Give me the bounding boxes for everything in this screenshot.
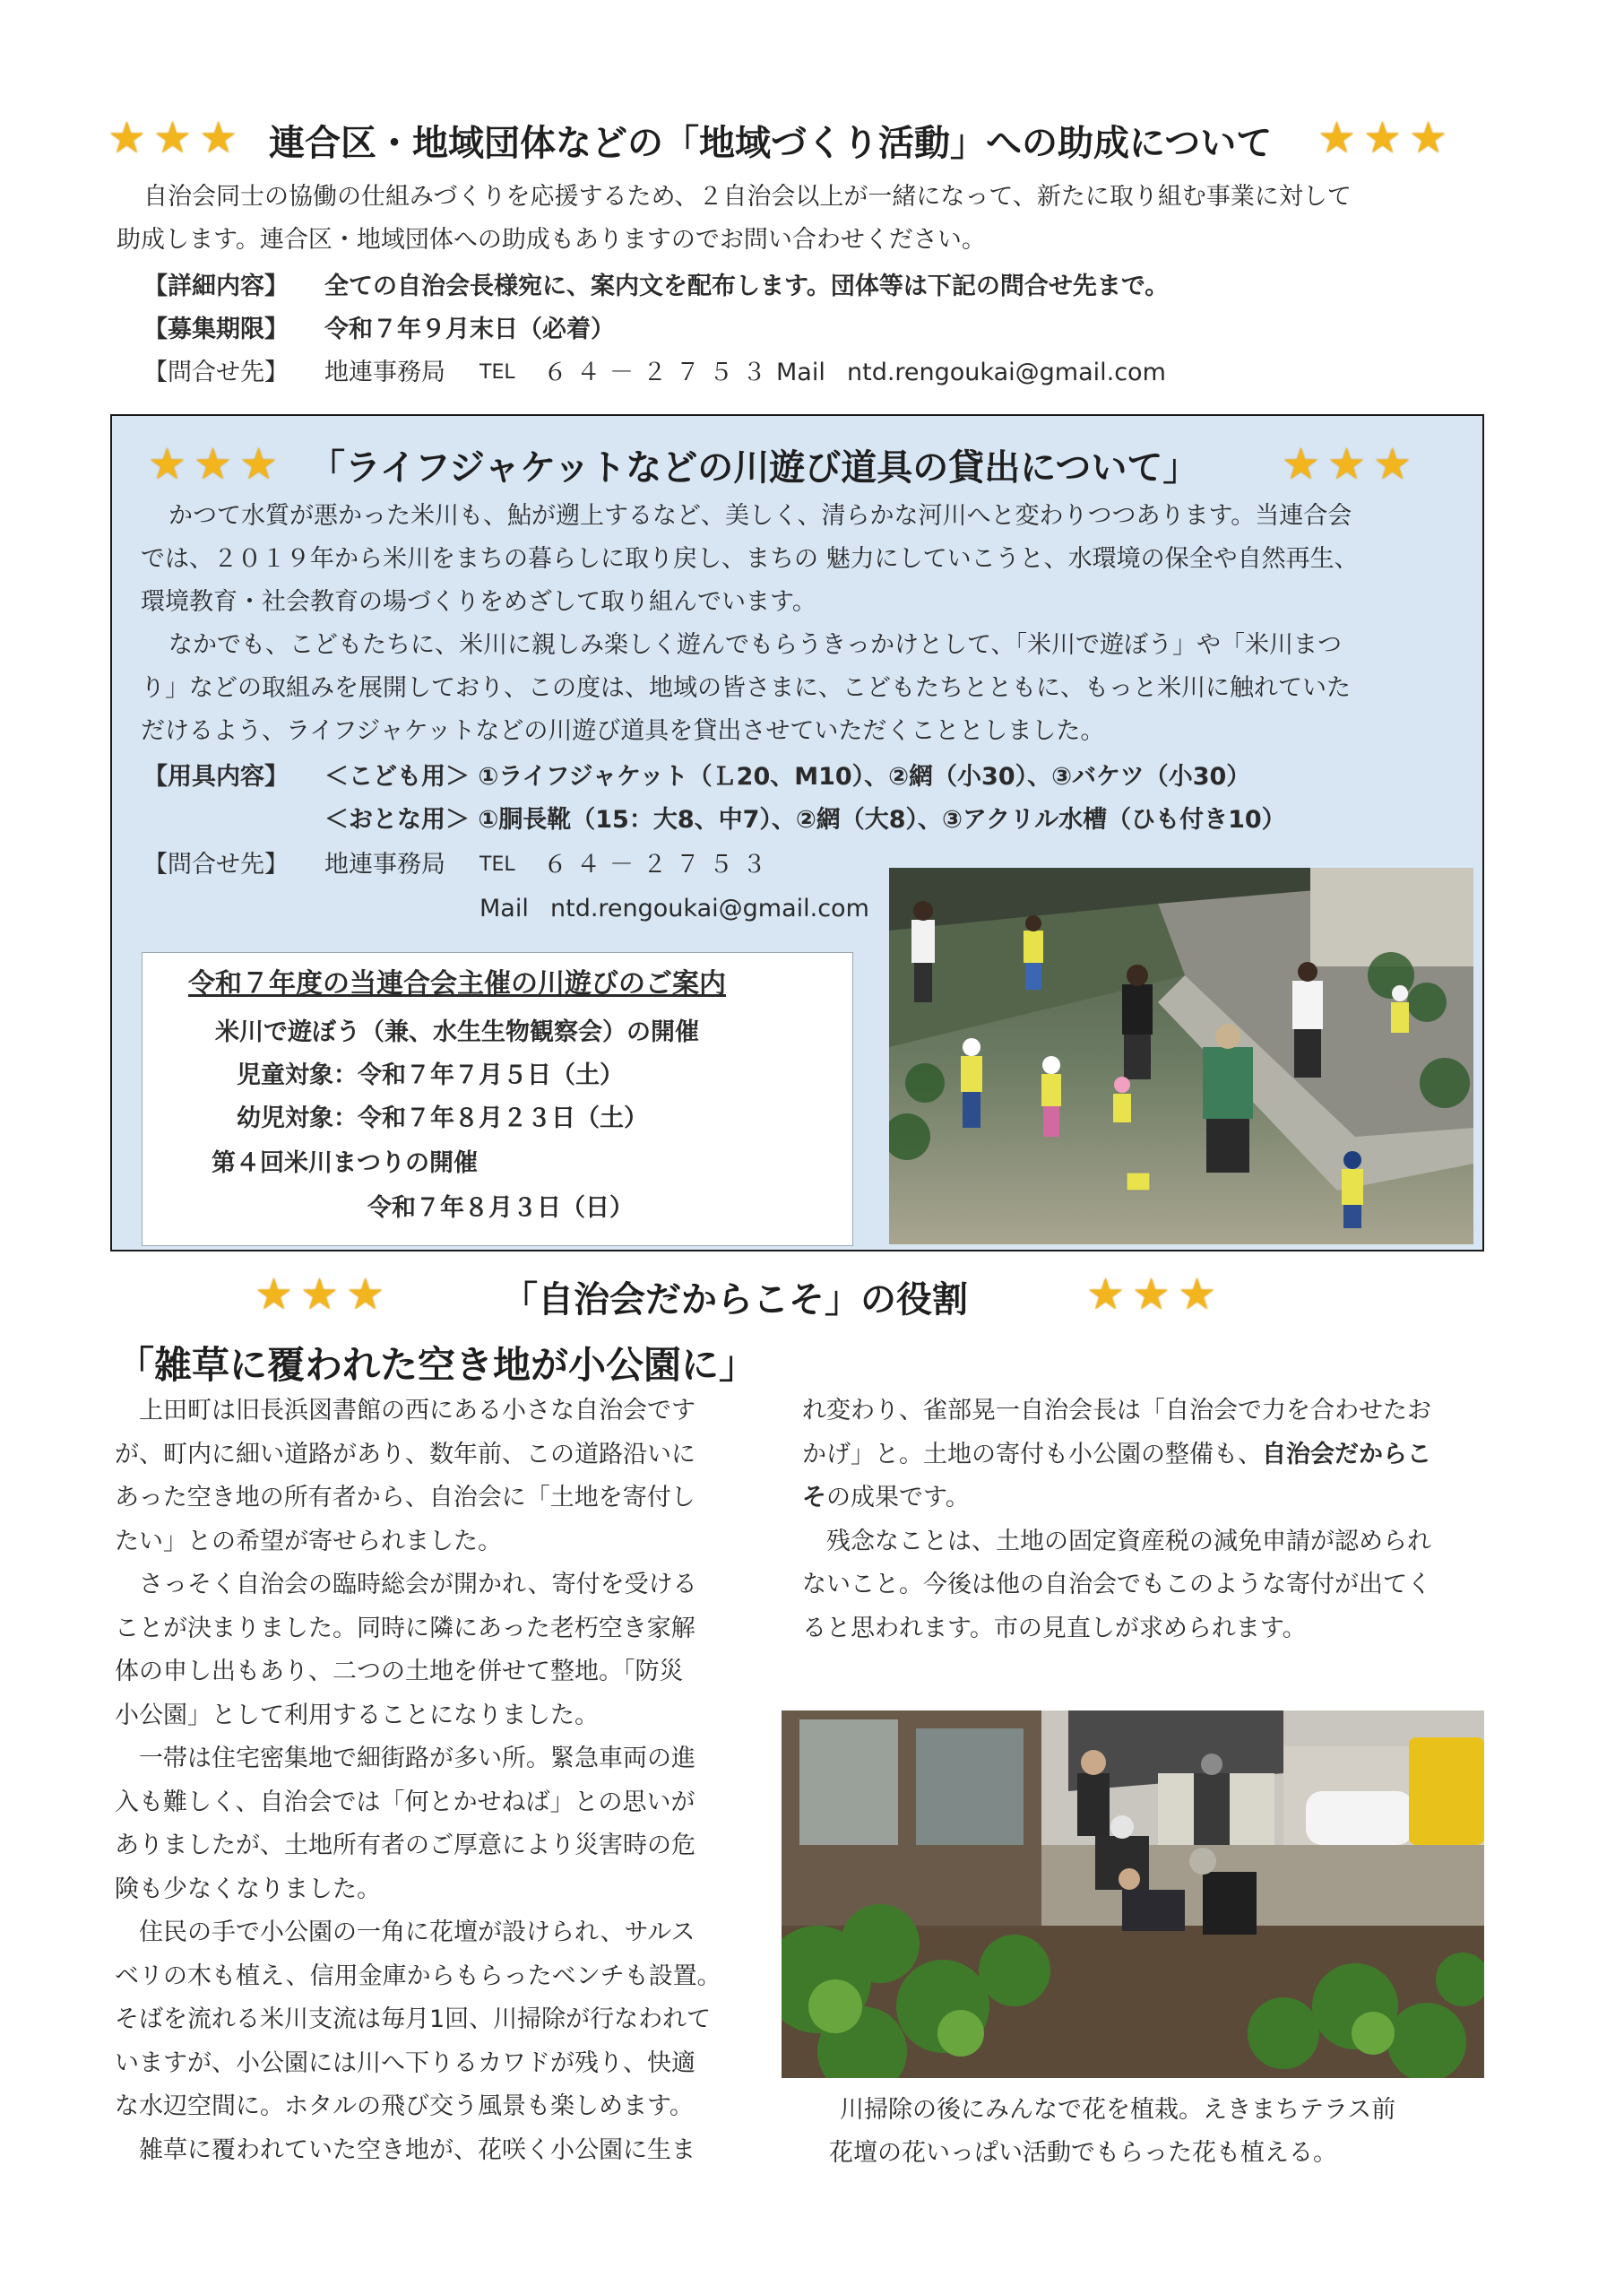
- section3-title: 「自治会だからこそ」の役割: [502, 1279, 968, 1321]
- article-line: あった空き地の所有者から、自治会に「土地を寄付し: [115, 1484, 695, 1511]
- notice-line2: 児童対象：令和７年７月５日（土）: [237, 1061, 624, 1089]
- section1-mail-link[interactable]: ntd.rengoukai@gmail.com: [847, 359, 1166, 386]
- river-children-photo: [889, 868, 1473, 1244]
- section1-detail-label: 【詳細内容】: [143, 273, 289, 300]
- section1-tel: ６４－２７５３: [543, 359, 775, 386]
- article-line: 小公園」として利用することになりました。: [115, 1701, 599, 1729]
- star-icon: ★: [1178, 1269, 1217, 1320]
- section3-subtitle: 「雑草に覆われた空き地が小公園に」: [117, 1343, 757, 1387]
- star-icon: ★: [199, 113, 238, 163]
- star-icon: ★: [1132, 1269, 1171, 1320]
- section2-body-line6: だけるよう、ライフジャケットなどの川遊び道具を貸出させていただくこととしました。: [141, 717, 1105, 745]
- article-line: が、町内に細い道路があり、数年前、この道路沿いに: [115, 1440, 695, 1468]
- section2-mail-link[interactable]: ntd.rengoukai@gmail.com: [550, 895, 869, 922]
- section2-body-line4: なかでも、こどもたちに、米川に親しみ楽しく遊んでもらうきっかけとして、「米川で遊ぼう」や「米川まつ: [168, 631, 1342, 659]
- article-line: 住民の手で小公園の一角に花壇が設けられ、サルス: [115, 1918, 695, 1946]
- section1-body-line2: 助成します。連合区・地域団体への助成もありますのでお問い合わせください。: [117, 226, 986, 254]
- star-icon: ★: [1409, 113, 1448, 163]
- article-line: 残念なことは、土地の固定資産税の減免申請が認められ: [802, 1527, 1431, 1555]
- river-photo-illustration: [889, 868, 1473, 1244]
- notice-line1: 米川で遊ぼう（兼、水生生物観察会）の開催: [215, 1018, 699, 1046]
- article-right-column: [802, 1390, 1483, 1650]
- notice-line5: 令和７年８月３日（日）: [367, 1194, 634, 1222]
- section1-stars-left: [108, 113, 245, 163]
- star-icon: ★: [346, 1269, 385, 1320]
- article-emphasis: そ: [802, 1484, 826, 1511]
- star-icon: ★: [1317, 113, 1357, 163]
- section2-body-line2: では、２０１９年から米川をまちの暮らしに取り戻し、まちの 魅力にしていこうと、水環境の保全や自然再生、: [141, 545, 1359, 573]
- article-line: [802, 1433, 1483, 1477]
- article-line: さっそく自治会の臨時総会が開かれ、寄付を受ける: [115, 1571, 697, 1598]
- notice-line4: 第４回米川まつりの開催: [212, 1149, 478, 1177]
- article-line: れ変わり、雀部晃一自治会長は「自治会で力を合わせたお: [802, 1397, 1431, 1425]
- section3-stars-right: [1086, 1269, 1223, 1320]
- star-icon: ★: [1086, 1269, 1126, 1320]
- article-line: ると思われます。市の見直しが求められます。: [802, 1614, 1307, 1642]
- section1-deadline-text: 令和７年９月末日（必着）: [324, 316, 615, 343]
- article-line: 体の申し出もあり、二つの土地を併せて整地。「防災: [115, 1658, 684, 1685]
- section1-stars-right: [1317, 113, 1455, 163]
- star-icon: ★: [1373, 439, 1412, 489]
- star-icon: ★: [194, 439, 233, 489]
- star-icon: ★: [239, 439, 279, 489]
- section1-tel-label: TEL: [479, 361, 515, 384]
- flower-planting-photo: [782, 1710, 1484, 2078]
- article-text: かげ」と。土地の寄付も小公園の整備も、: [802, 1440, 1262, 1468]
- section2-equip-label: 【用具内容】: [143, 763, 289, 791]
- section3-stars-left: [255, 1269, 392, 1320]
- article-line: いますが、小公園には川へ下りるカワドが残り、快適: [115, 2048, 695, 2077]
- star-icon: ★: [108, 113, 147, 163]
- article-line: ことが決まりました。同時に隣にあった老朽空き家解: [115, 1614, 695, 1642]
- section2-equip-child: ＜こども用＞ ①ライフジャケット（Ｌ20、M10）、②網（小30）、③バケツ（小30）: [324, 763, 1251, 791]
- section1-body-line1: 自治会同士の協働の仕組みづくりを応援するため、２自治会以上が一緒になって、新たに取り組む事業に対して: [143, 183, 1352, 211]
- section2-title: 「ライフジャケットなどの川遊び道具の貸出について」: [309, 447, 1199, 489]
- section2-equip-adult: ＜おとな用＞ ①胴長靴（15：大8、中7）、②網（大8）、③アクリル水槽（ひも付き10）: [324, 806, 1286, 834]
- star-icon: ★: [148, 439, 187, 489]
- section1-contact-label: 【問合せ先】: [143, 359, 289, 386]
- article-line: ありましたが、土地所有者のご厚意により災害時の危: [115, 1832, 695, 1859]
- photo-caption-line2: 花壇の花いっぱい活動でもらった花も植える。: [829, 2139, 1337, 2167]
- star-icon: ★: [1363, 113, 1403, 163]
- section1-contact-office: 地連事務局: [324, 359, 445, 386]
- section1-mail-label: Mail: [776, 359, 825, 386]
- section2-mail-label: Mail: [479, 895, 529, 922]
- section2-body-line1: かつて水質が悪かった米川も、鮎が遡上するなど、美しく、清らかな河川へと変わりつつあります。当連合会: [168, 502, 1352, 530]
- section2-contact-label: 【問合せ先】: [143, 851, 289, 879]
- article-line: たい」との希望が寄せられました。: [115, 1527, 502, 1555]
- photo-caption-line1: 川掃除の後にみんなで花を植栽。えきまちテラス前: [816, 2096, 1396, 2124]
- article-line: 上田町は旧長浜図書館の西にある小さな自治会です: [115, 1397, 695, 1425]
- section1-title: 連合区・地域団体などの「地域づくり活動」への助成について: [269, 123, 1273, 164]
- star-icon: ★: [300, 1269, 340, 1320]
- notice-title: 令和７年度の当連合会主催の川遊びのご案内: [188, 968, 726, 1000]
- article-line: ないこと。今後は他の自治会でもこのような寄付が出てく: [802, 1571, 1431, 1598]
- notice-line3: 幼児対象：令和７年８月２３日（土）: [237, 1104, 648, 1132]
- section2-body-line5: り」などの取組みを展開しており、この度は、地域の皆さまに、こどもたちとともに、もっと米川に触れていた: [141, 674, 1351, 702]
- section2-tel: ６４－２７５３: [543, 851, 775, 879]
- star-icon: ★: [153, 113, 193, 163]
- star-icon: ★: [255, 1269, 294, 1320]
- article-line: そばを流れる米川支流は毎月1回、川掃除が行なわれて: [115, 2005, 712, 2033]
- article-emphasis: 自治会だからこ: [1262, 1440, 1431, 1468]
- section1-deadline-label: 【募集期限】: [143, 316, 289, 343]
- section2-contact-office: 地連事務局: [324, 851, 445, 879]
- section1-detail-text: 全ての自治会長様宛に、案内文を配布します。団体等は下記の問合せ先まで。: [324, 273, 1170, 300]
- article-line: 入も難しく、自治会では「何とかせねば」との思いが: [115, 1788, 695, 1816]
- section2-stars-left: [148, 439, 285, 489]
- star-icon: ★: [1327, 439, 1367, 489]
- section2-tel-label: TEL: [479, 853, 515, 876]
- article-line: ベリの木も植え、信用金庫からもらったベンチも設置。: [115, 1962, 721, 1990]
- star-icon: ★: [1282, 439, 1321, 489]
- article-line: 険も少なくなりました。: [115, 1875, 381, 1903]
- article-line: [802, 1477, 1483, 1520]
- article-left-column: [115, 1390, 751, 2172]
- section2-body-line3: 環境教育・社会教育の場づくりをめざして取り組んでいます。: [141, 588, 816, 616]
- section2-stars-right: [1282, 439, 1419, 489]
- garden-photo-illustration: [782, 1710, 1484, 2078]
- article-line: 雑草に覆われていた空き地が、花咲く小公園に生ま: [115, 2135, 695, 2164]
- article-line: な水辺空間に。ホタルの飛び交う風景も楽しめます。: [115, 2092, 694, 2120]
- article-text: の成果です。: [826, 1484, 970, 1511]
- article-line: 一帯は住宅密集地で細街路が多い所。緊急車両の進: [115, 1745, 695, 1772]
